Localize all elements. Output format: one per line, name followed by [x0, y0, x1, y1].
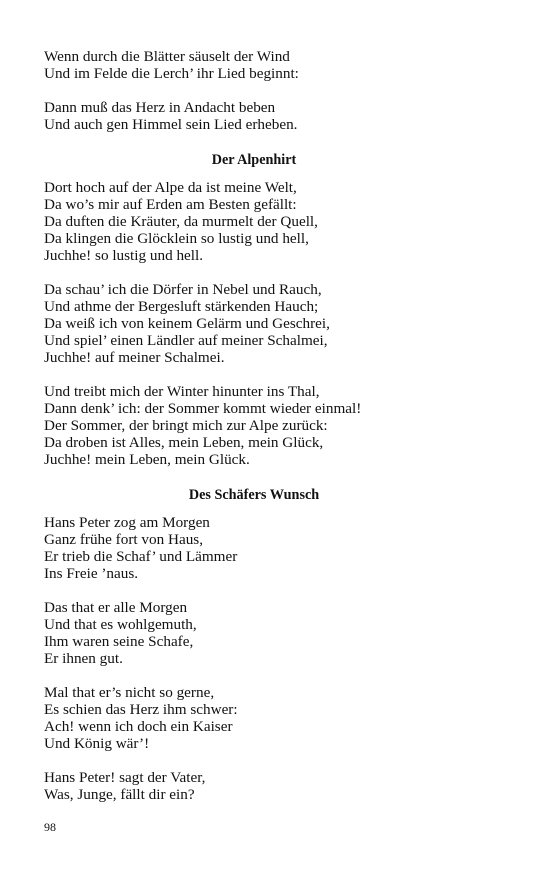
page-number: 98 [44, 820, 56, 834]
verse-line: Was, Junge, fällt dir ein? [44, 786, 195, 803]
verse-line: Der Sommer, der bringt mich zur Alpe zurück: [44, 417, 328, 434]
verse-line: Und im Felde die Lerch’ ihr Lied beginnt: [44, 65, 299, 82]
stanza [44, 383, 514, 468]
verse-line: Ach! wenn ich doch ein Kaiser [44, 718, 233, 735]
page-content [44, 48, 514, 803]
verse-line: Dann denk’ ich: der Sommer kommt wieder einmal! [44, 400, 362, 417]
stanza [44, 684, 514, 752]
verse-line: Das that er alle Morgen [44, 599, 188, 616]
verse-line: Juchhe! mein Leben, mein Glück. [44, 451, 250, 468]
verse-line: Ihm waren seine Schafe, [44, 633, 194, 650]
verse-line: Er trieb die Schaf’ und Lämmer [44, 548, 238, 565]
verse-line: Da wo’s mir auf Erden am Besten gefällt: [44, 196, 297, 213]
verse-line: Hans Peter! sagt der Vater, [44, 769, 206, 786]
poem-title: Des Schäfers Wunsch [188, 487, 320, 503]
verse-line: Und treibt mich der Winter hinunter ins Thal, [44, 383, 320, 400]
verse-line: Ins Freie ’naus. [44, 565, 139, 582]
verse-line: Da droben ist Alles, mein Leben, mein Glück, [44, 434, 324, 451]
verse-line: Hans Peter zog am Morgen [44, 514, 210, 531]
verse-line: Dann muß das Herz in Andacht beben [44, 99, 276, 116]
verse-line: Da schau’ ich die Dörfer in Nebel und Rauch, [44, 281, 322, 298]
verse-line: Es schien das Herz ihm schwer: [44, 701, 238, 718]
stanza [44, 48, 514, 82]
stanza [44, 769, 514, 803]
verse-line: Dort hoch auf der Alpe da ist meine Welt, [44, 179, 297, 196]
verse-line: Mal that er’s nicht so gerne, [44, 684, 215, 701]
verse-line: Wenn durch die Blätter säuselt der Wind [44, 48, 290, 65]
stanza [44, 179, 514, 264]
verse-line: Und spiel’ einen Ländler auf meiner Schalmei, [44, 332, 328, 349]
verse-line: Da weiß ich von keinem Gelärm und Geschrei, [44, 315, 330, 332]
verse-line: Und König wär’! [44, 735, 150, 752]
poem-title: Der Alpenhirt [211, 152, 297, 168]
verse-line: Juchhe! auf meiner Schalmei. [44, 349, 225, 366]
verse-line: Da duften die Kräuter, da murmelt der Quell, [44, 213, 318, 230]
stanza [44, 514, 514, 582]
verse-line: Juchhe! so lustig und hell. [44, 247, 204, 264]
verse-line: Und that es wohlgemuth, [44, 616, 197, 633]
verse-line: Da klingen die Glöcklein so lustig und hell, [44, 230, 309, 247]
stanza [44, 99, 514, 133]
verse-line: Er ihnen gut. [44, 650, 123, 667]
verse-line: Und athme der Bergesluft stärkenden Hauch; [44, 298, 319, 315]
stanza [44, 281, 514, 366]
verse-line: Und auch gen Himmel sein Lied erheben. [44, 116, 298, 133]
verse-line: Ganz frühe fort von Haus, [44, 531, 203, 548]
stanza [44, 599, 514, 667]
